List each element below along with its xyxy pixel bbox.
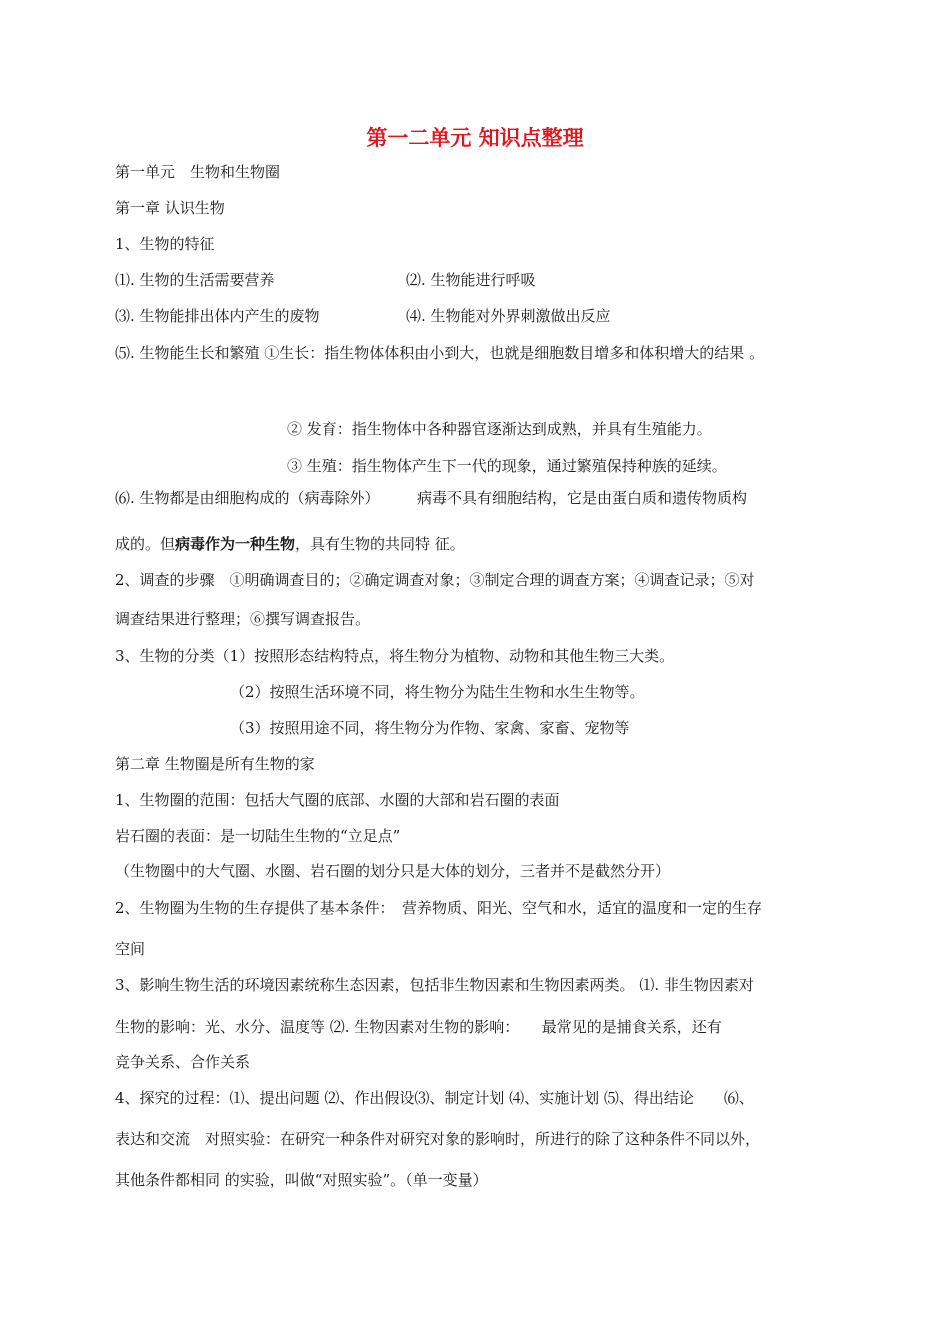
section-survey-continued: 调查结果进行整理；⑥撰写调查报告。 [115, 610, 371, 628]
ecological-factors: 3、影响生物生活的环境因素统称生态因素，包括非生物因素和生物因素两类。 ⑴. 非生物因素对 [115, 976, 754, 994]
feature-5: ⑸. 生物能生长和繁殖 ①生长：指生物体体积由小到大，也就是细胞数目增多和体积增大的结果 。 [115, 344, 765, 362]
feature-2: ⑵. 生物能进行呼吸 [406, 271, 536, 289]
feature-5-development: ② 发育：指生物体中各种器官逐渐达到成熟，并具有生殖能力。 [287, 420, 712, 438]
unit-heading: 第一单元 生物和生物圈 [115, 163, 281, 181]
biosphere-note: （生物圈中的大气圈、水圈、岩石圈的划分只是大体的划分，三者并不是截然分开） [115, 862, 671, 880]
basic-conditions: 2、生物圈为生物的生存提供了基本条件： 营养物质、阳光、空气和水，适宜的温度和一定的生存 [115, 899, 763, 917]
section-survey: 2、调查的步骤 ①明确调查目的；②确定调查对象；③制定合理的调查方案；④调查记录；⑤对 [115, 571, 755, 589]
classification-2: （2）按照生活环境不同，将生物分为陆生生物和水生生物等。 [230, 683, 645, 701]
text-segment: 成的。但 [115, 535, 176, 553]
text-segment: ，具有生物的共同特 征。 [295, 535, 465, 553]
page-title: 第一二单元 知识点整理 [366, 126, 584, 150]
section-classification: 3、生物的分类（1）按照形态结构特点，将生物分为植物、动物和其他生物三大类。 [115, 647, 675, 665]
feature-1: ⑴. 生物的生活需要营养 [115, 271, 275, 289]
feature-6-continued [115, 533, 465, 555]
feature-6: ⑹. 生物都是由细胞构成的（病毒除外） 病毒不具有细胞结构，它是由蛋白质和遗传物质构 [115, 489, 748, 507]
basic-conditions-continued: 空间 [115, 940, 146, 958]
ecological-factors-continued: 生物的影响：光、水分、温度等 ⑵. 生物因素对生物的影响： 最常见的是捕食关系，还有 [115, 1018, 722, 1036]
chapter1-heading: 第一章 认识生物 [115, 199, 225, 217]
inquiry-process: 4、探究的过程：⑴、提出问题 ⑵、作出假设⑶、制定计划 ⑷、实施计划 ⑸、得出结论 ⑹、 [115, 1089, 754, 1107]
biosphere-range: 1、生物圈的范围：包括大气圈的底部、水圈的大部和岩石圈的表面 [115, 791, 560, 809]
feature-3: ⑶. 生物能排出体内产生的废物 [115, 307, 320, 325]
controlled-experiment: 表达和交流 对照实验：在研究一种条件对研究对象的影响时，所进行的除了这种条件不同以外， [115, 1130, 761, 1148]
controlled-experiment-end: 其他条件都相同 的实验，叫做“对照实验”。（单一变量） [115, 1171, 488, 1189]
feature-4: ⑷. 生物能对外界刺激做出反应 [406, 307, 611, 325]
chapter2-heading: 第二章 生物圈是所有生物的家 [115, 755, 315, 773]
lithosphere-surface: 岩石圈的表面：是一切陆生生物的“立足点” [115, 827, 401, 845]
ecological-factors-end: 竞争关系、合作关系 [115, 1053, 251, 1071]
feature-5-reproduction: ③ 生殖：指生物体产生下一代的现象，通过繁殖保持种族的延续。 [287, 457, 727, 475]
bold-text: 病毒作为一种生物 [175, 535, 296, 553]
section-characteristics: 1、生物的特征 [115, 235, 215, 253]
classification-3: （3）按照用途不同，将生物分为作物、家禽、家畜、宠物等 [230, 719, 630, 737]
